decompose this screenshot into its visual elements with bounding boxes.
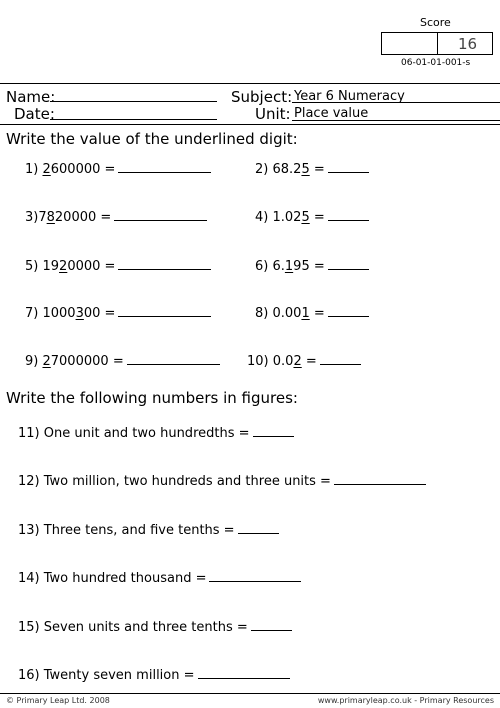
answer-blank-8[interactable] bbox=[328, 306, 369, 317]
question-12: 12) Two million, two hundreds and three units = bbox=[18, 474, 426, 489]
subject-value: Year 6 Numeracy bbox=[294, 89, 405, 104]
answer-blank-6[interactable] bbox=[328, 259, 369, 270]
question-7: 7) 1000300 = bbox=[25, 306, 211, 321]
footer-rule bbox=[0, 693, 500, 694]
question-11: 11) One unit and two hundredths = bbox=[18, 426, 294, 441]
answer-blank-3[interactable] bbox=[114, 210, 207, 221]
question-5: 5) 1920000 = bbox=[25, 259, 211, 274]
unit-label: Unit: bbox=[255, 105, 291, 123]
score-label: Score bbox=[420, 16, 451, 29]
copyright-text: © Primary Leap Ltd. 2008 bbox=[6, 696, 110, 705]
question-6: 6) 6.195 = bbox=[255, 259, 369, 274]
answer-blank-9[interactable] bbox=[127, 354, 220, 365]
score-box-divider bbox=[437, 33, 438, 54]
answer-blank-1[interactable] bbox=[118, 162, 211, 173]
answer-blank-14[interactable] bbox=[209, 571, 301, 582]
question-13: 13) Three tens, and five tenths = bbox=[18, 523, 279, 538]
answer-blank-12[interactable] bbox=[334, 474, 426, 485]
question-16: 16) Twenty seven million = bbox=[18, 668, 290, 683]
answer-blank-4[interactable] bbox=[328, 210, 369, 221]
date-field[interactable] bbox=[50, 119, 217, 120]
question-15: 15) Seven units and three tenths = bbox=[18, 620, 292, 635]
subject-field-line bbox=[292, 102, 500, 103]
question-9: 9) 27000000 = bbox=[25, 354, 220, 369]
question-4: 4) 1.025 = bbox=[255, 210, 369, 225]
question-3: 3)7820000 = bbox=[25, 210, 207, 225]
score-value: 16 bbox=[458, 35, 478, 53]
answer-blank-5[interactable] bbox=[118, 259, 211, 270]
name-label: Name: bbox=[6, 88, 56, 106]
unit-field-line bbox=[292, 120, 500, 121]
answer-blank-10[interactable] bbox=[320, 354, 361, 365]
header-top-rule bbox=[0, 83, 500, 84]
website-text: www.primaryleap.co.uk - Primary Resources bbox=[317, 696, 494, 705]
name-field[interactable] bbox=[50, 101, 217, 102]
section1-title: Write the value of the underlined digit: bbox=[6, 130, 298, 148]
header-bottom-rule bbox=[0, 124, 500, 125]
question-14: 14) Two hundred thousand = bbox=[18, 571, 301, 586]
date-label: Date: bbox=[14, 105, 55, 123]
answer-blank-13[interactable] bbox=[238, 523, 279, 534]
answer-blank-11[interactable] bbox=[253, 426, 294, 437]
answer-blank-2[interactable] bbox=[328, 162, 369, 173]
question-10: 10) 0.02 = bbox=[247, 354, 361, 369]
score-box bbox=[381, 32, 493, 55]
question-1: 1) 2600000 = bbox=[25, 162, 211, 177]
answer-blank-16[interactable] bbox=[198, 668, 290, 679]
subject-label: Subject: bbox=[231, 88, 293, 106]
question-2: 2) 68.25 = bbox=[255, 162, 369, 177]
question-8: 8) 0.001 = bbox=[255, 306, 369, 321]
answer-blank-7[interactable] bbox=[118, 306, 211, 317]
answer-blank-15[interactable] bbox=[251, 620, 292, 631]
worksheet-code: 06-01-01-001-s bbox=[401, 58, 471, 68]
unit-value: Place value bbox=[294, 106, 369, 121]
section2-title: Write the following numbers in figures: bbox=[6, 389, 298, 407]
